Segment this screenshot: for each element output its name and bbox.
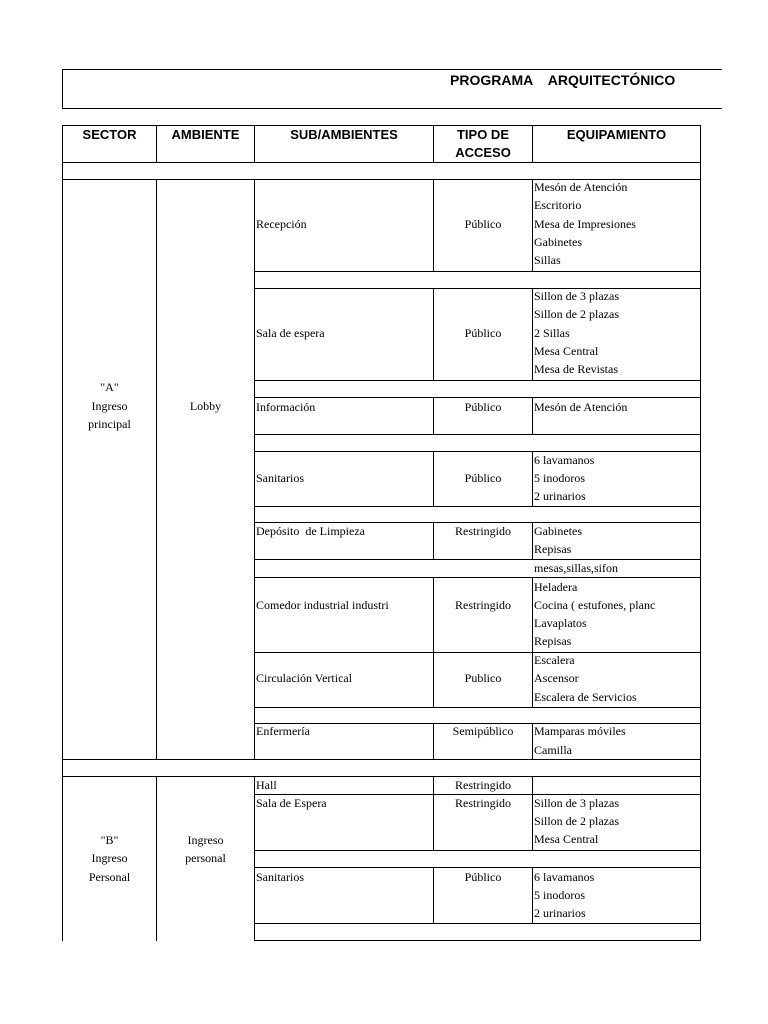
gap-row <box>254 923 701 941</box>
row-mesas <box>254 559 701 578</box>
equip-item: Escalera de Servicios <box>534 690 637 704</box>
equip-item: 6 lavamanos <box>534 870 595 884</box>
header-sector: SECTOR <box>82 127 137 142</box>
acceso-sanitarios-b: Público <box>464 870 502 884</box>
spacer-row <box>62 759 701 777</box>
equip-item: 2 Sillas <box>534 326 570 340</box>
equip-item: 5 inodoros <box>534 888 585 902</box>
equip-item: Cocina ( estufones, planc <box>534 598 656 612</box>
sector-a-label-2: Ingreso <box>91 399 128 413</box>
equip-item: Camilla <box>534 743 572 757</box>
header-tipo-acceso-2: ACCESO <box>455 145 511 160</box>
equip-item: Ascensor <box>534 671 579 685</box>
equip-item: Sillon de 3 plazas <box>534 796 619 810</box>
acceso-comedor: Restringido <box>455 598 511 612</box>
header-equipamiento: EQUIPAMIENTO <box>566 127 667 142</box>
sub-sanitarios-b: Sanitarios <box>256 870 304 884</box>
gap-row <box>254 380 701 398</box>
sub-deposito: Depósito de Limpieza <box>256 524 365 538</box>
equip-item: Mamparas móviles <box>534 724 626 738</box>
equip-item: Escalera <box>534 653 575 667</box>
acceso-sala-espera: Público <box>464 326 502 340</box>
sector-b-label-3: Personal <box>88 870 131 884</box>
acceso-circulacion: Publico <box>464 671 502 685</box>
equip-item: 2 urinarios <box>534 906 586 920</box>
sub-enfermeria: Enfermería <box>256 724 310 738</box>
sub-informacion: Información <box>256 400 316 414</box>
gap-row <box>254 434 701 452</box>
equip-item: 2 urinarios <box>534 489 586 503</box>
equip-item: Sillas <box>534 253 561 267</box>
equip-item: Lavaplatos <box>534 616 587 630</box>
sector-b-label-2: Ingreso <box>91 851 128 865</box>
sector-b-label-1: "B" <box>100 833 119 847</box>
page-title: PROGRAMA ARQUITECTÓNICO <box>450 72 676 88</box>
ambiente-b-label-1: Ingreso <box>187 833 224 847</box>
sub-circulacion: Circulación Vertical <box>256 671 353 685</box>
equip-item: Mesa de Revistas <box>534 362 618 376</box>
acceso-recepcion: Público <box>464 217 502 231</box>
equip-item: Mesón de Atención <box>534 180 628 194</box>
equip-item: Heladera <box>534 580 578 594</box>
sub-sala-espera: Sala de espera <box>256 326 325 340</box>
equip-item: 6 lavamanos <box>534 453 595 467</box>
acceso-sala-espera-b: Restringido <box>455 796 511 810</box>
equip-item: Mesón de Atención <box>534 400 628 414</box>
col-divider <box>433 577 533 653</box>
equip-item: Gabinetes <box>534 524 582 538</box>
header-tipo-acceso-1: TIPO DE <box>456 127 509 142</box>
header-sub-ambientes: SUB/AMBIENTES <box>290 127 398 142</box>
equip-item: Mesa Central <box>534 344 599 358</box>
sub-recepcion: Recepción <box>256 217 307 231</box>
equip-item: Escritorio <box>534 198 582 212</box>
gap-row <box>254 506 701 523</box>
acceso-enfermeria: Semipúblico <box>452 724 514 738</box>
equip-item: Sillon de 2 plazas <box>534 814 619 828</box>
equip-item: mesas,sillas,sifon <box>534 561 618 575</box>
gap-row <box>254 271 701 289</box>
acceso-sanitarios: Público <box>464 471 502 485</box>
equip-item: Mesa de Impresiones <box>534 217 636 231</box>
acceso-informacion: Público <box>464 400 502 414</box>
equip-item: Gabinetes <box>534 235 582 249</box>
sector-a-label-1: "A" <box>100 380 119 394</box>
equip-item: Sillon de 2 plazas <box>534 307 619 321</box>
sub-comedor: Comedor industrial industri <box>256 598 389 612</box>
sector-a-label-3: principal <box>88 417 131 431</box>
sector-a-cell <box>62 179 157 760</box>
ambiente-b-label-2: personal <box>185 851 226 865</box>
sub-hall: Hall <box>256 778 277 792</box>
gap-row <box>254 850 701 868</box>
ambiente-lobby-cell <box>156 179 255 760</box>
equip-item: Repisas <box>534 542 572 556</box>
ambiente-lobby: Lobby <box>189 399 222 413</box>
equip-item: Mesa Central <box>534 832 599 846</box>
header-ambiente: AMBIENTE <box>171 127 240 142</box>
equip-item: Repisas <box>534 634 572 648</box>
acceso-deposito: Restringido <box>455 524 511 538</box>
equip-item: Sillon de 3 plazas <box>534 289 619 303</box>
sub-sanitarios: Sanitarios <box>256 471 304 485</box>
sub-sala-espera-b: Sala de Espera <box>256 796 327 810</box>
acceso-hall: Restringido <box>455 778 511 792</box>
equip-item: 5 inodoros <box>534 471 585 485</box>
